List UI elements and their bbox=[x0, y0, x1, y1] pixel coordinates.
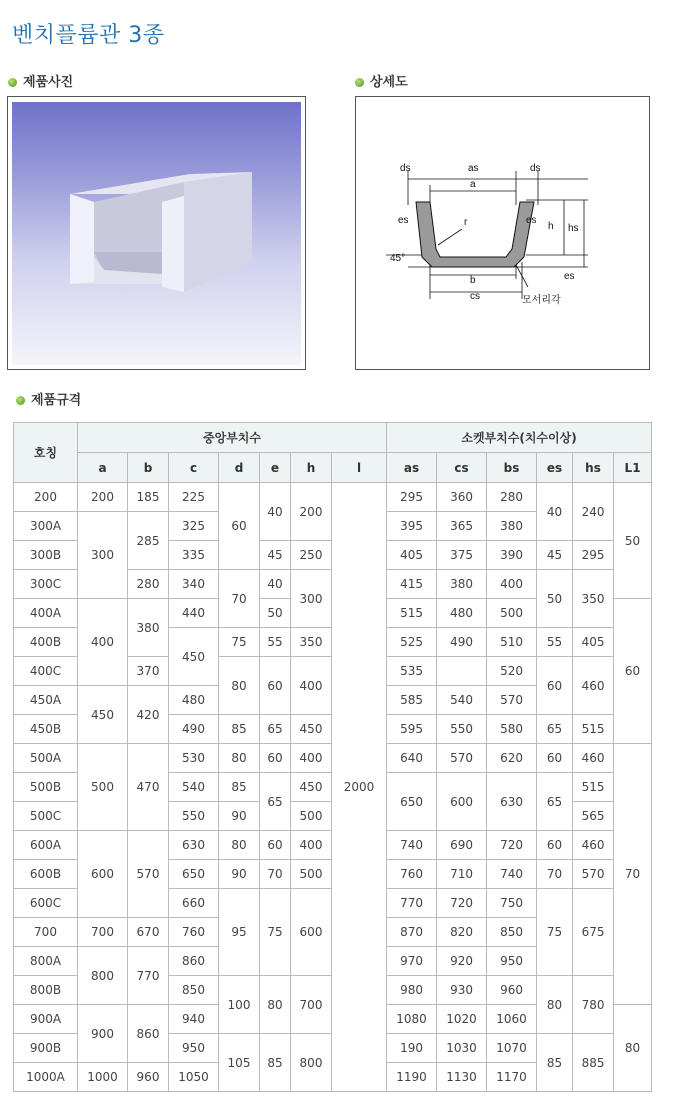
label-es-left: es bbox=[398, 215, 409, 226]
cell: 105 bbox=[219, 1034, 260, 1092]
header-col: hs bbox=[573, 453, 614, 483]
flume-side-wall bbox=[184, 172, 252, 292]
cell: 640 bbox=[387, 744, 437, 773]
cell: 780 bbox=[573, 976, 614, 1034]
cell: 225 bbox=[169, 483, 219, 512]
cell: 550 bbox=[169, 802, 219, 831]
cell: 1070 bbox=[487, 1034, 537, 1063]
cell: 595 bbox=[387, 715, 437, 744]
cell: 720 bbox=[487, 831, 537, 860]
cell: 390 bbox=[487, 541, 537, 570]
cell: 80 bbox=[219, 657, 260, 715]
label-h: h bbox=[548, 221, 554, 232]
cell: 450 bbox=[78, 686, 128, 744]
label-es-right: es bbox=[526, 215, 537, 226]
cell: 460 bbox=[573, 657, 614, 715]
cell: 60 bbox=[260, 657, 291, 715]
cell: 1000A bbox=[14, 1063, 78, 1092]
cell: 600 bbox=[437, 773, 487, 831]
cell: 950 bbox=[487, 947, 537, 976]
cell: 750 bbox=[487, 889, 537, 918]
cell: 300B bbox=[14, 541, 78, 570]
cell: 70 bbox=[537, 860, 573, 889]
cell: 450 bbox=[291, 715, 332, 744]
cell: 850 bbox=[169, 976, 219, 1005]
cell: 530 bbox=[169, 744, 219, 773]
cell: 335 bbox=[169, 541, 219, 570]
cell: 200 bbox=[78, 483, 128, 512]
cell: 90 bbox=[219, 860, 260, 889]
cell: 630 bbox=[169, 831, 219, 860]
cell: 60 bbox=[537, 831, 573, 860]
cell: 480 bbox=[437, 599, 487, 628]
cell: 570 bbox=[573, 860, 614, 889]
label-as: as bbox=[468, 163, 479, 174]
cell: 800B bbox=[14, 976, 78, 1005]
flume-left-end bbox=[70, 194, 94, 284]
cell: 570 bbox=[128, 831, 169, 918]
cell: 490 bbox=[437, 628, 487, 657]
cell: 65 bbox=[537, 773, 573, 831]
cell: 85 bbox=[219, 773, 260, 802]
cell: 970 bbox=[387, 947, 437, 976]
cell: 285 bbox=[128, 512, 169, 570]
header-col: c bbox=[169, 453, 219, 483]
cell: 80 bbox=[260, 976, 291, 1034]
cell: 50 bbox=[537, 570, 573, 628]
cell: 570 bbox=[437, 744, 487, 773]
section-detail-label: 상세도 bbox=[370, 75, 408, 90]
cell: 1130 bbox=[437, 1063, 487, 1092]
cell: 460 bbox=[573, 744, 614, 773]
header-group-center: 중앙부치수 bbox=[78, 423, 387, 453]
cell: 860 bbox=[169, 947, 219, 976]
section-detail-heading bbox=[355, 71, 408, 90]
cell: 240 bbox=[573, 483, 614, 541]
cell: 720 bbox=[437, 889, 487, 918]
label-es-bottom: es bbox=[564, 271, 575, 282]
cell: 60 bbox=[219, 483, 260, 570]
cell: 850 bbox=[487, 918, 537, 947]
label-a: a bbox=[470, 179, 476, 190]
cell: 620 bbox=[487, 744, 537, 773]
flume-right-end bbox=[162, 196, 184, 292]
cell-l: 2000 bbox=[332, 483, 387, 1092]
cell: 75 bbox=[219, 628, 260, 657]
cell: 85 bbox=[537, 1034, 573, 1092]
cell: 80 bbox=[219, 831, 260, 860]
cell: 870 bbox=[387, 918, 437, 947]
cell: 700 bbox=[14, 918, 78, 947]
cell: 65 bbox=[260, 715, 291, 744]
cell: 1190 bbox=[387, 1063, 437, 1092]
cell: 565 bbox=[573, 802, 614, 831]
cell: 540 bbox=[437, 686, 487, 715]
header-col: d bbox=[219, 453, 260, 483]
cell: 400 bbox=[291, 744, 332, 773]
cell: 500 bbox=[487, 599, 537, 628]
cell: 535 bbox=[387, 657, 437, 686]
product-photo-frame bbox=[7, 96, 306, 370]
cell: 540 bbox=[169, 773, 219, 802]
cell: 400B bbox=[14, 628, 78, 657]
cell: 600A bbox=[14, 831, 78, 860]
cell: 40 bbox=[537, 483, 573, 541]
cell: 190 bbox=[387, 1034, 437, 1063]
cell: 80 bbox=[614, 1005, 652, 1092]
cell: 710 bbox=[437, 860, 487, 889]
cell: 375 bbox=[437, 541, 487, 570]
cell: 960 bbox=[128, 1063, 169, 1092]
cell: 450 bbox=[169, 628, 219, 686]
flume-illustration bbox=[12, 102, 301, 365]
cell: 100 bbox=[219, 976, 260, 1034]
cell: 520 bbox=[487, 657, 537, 686]
cell: 760 bbox=[169, 918, 219, 947]
cell: 55 bbox=[260, 628, 291, 657]
cell: 370 bbox=[128, 657, 169, 686]
header-name: 호칭 bbox=[14, 423, 78, 483]
cell: 480 bbox=[169, 686, 219, 715]
cell: 600B bbox=[14, 860, 78, 889]
cell: 60 bbox=[614, 599, 652, 744]
cell: 500C bbox=[14, 802, 78, 831]
cell: 740 bbox=[387, 831, 437, 860]
cell: 550 bbox=[437, 715, 487, 744]
cell: 440 bbox=[169, 599, 219, 628]
cell: 600C bbox=[14, 889, 78, 918]
cell: 70 bbox=[614, 744, 652, 1005]
cell: 300 bbox=[291, 570, 332, 628]
cell: 300A bbox=[14, 512, 78, 541]
cell: 700 bbox=[291, 976, 332, 1034]
cell: 280 bbox=[487, 483, 537, 512]
detail-drawing bbox=[356, 97, 649, 369]
cell: 380 bbox=[437, 570, 487, 599]
cell: 45 bbox=[260, 541, 291, 570]
cell: 340 bbox=[169, 570, 219, 599]
cell: 670 bbox=[128, 918, 169, 947]
cell: 650 bbox=[387, 773, 437, 831]
cell: 1050 bbox=[169, 1063, 219, 1092]
cell: 350 bbox=[573, 570, 614, 628]
cell: 515 bbox=[573, 715, 614, 744]
cell: 515 bbox=[387, 599, 437, 628]
cell: 500A bbox=[14, 744, 78, 773]
cell: 280 bbox=[128, 570, 169, 599]
cell: 40 bbox=[260, 483, 291, 541]
cell: 900A bbox=[14, 1005, 78, 1034]
cell: 60 bbox=[537, 744, 573, 773]
cell: 950 bbox=[169, 1034, 219, 1063]
label-45deg: 45° bbox=[390, 253, 406, 264]
cell: 585 bbox=[387, 686, 437, 715]
cell: 470 bbox=[128, 744, 169, 831]
page-title: 벤치플륨관 3종 bbox=[12, 23, 165, 48]
cell: 675 bbox=[573, 889, 614, 976]
cell: 45 bbox=[537, 541, 573, 570]
cell: 40 bbox=[260, 570, 291, 599]
cell: 300C bbox=[14, 570, 78, 599]
cell: 400 bbox=[291, 657, 332, 715]
cell: 1000 bbox=[78, 1063, 128, 1092]
cell: 525 bbox=[387, 628, 437, 657]
cell: 1170 bbox=[487, 1063, 537, 1092]
cell: 365 bbox=[437, 512, 487, 541]
header-col: a bbox=[78, 453, 128, 483]
cell: 185 bbox=[128, 483, 169, 512]
cell: 70 bbox=[219, 570, 260, 628]
cell: 300 bbox=[78, 512, 128, 599]
cell: 515 bbox=[573, 773, 614, 802]
cell: 1060 bbox=[487, 1005, 537, 1034]
cell: 200 bbox=[291, 483, 332, 541]
cell: 920 bbox=[437, 947, 487, 976]
cell: 500 bbox=[291, 802, 332, 831]
cell: 65 bbox=[260, 773, 291, 831]
header-col: b bbox=[128, 453, 169, 483]
cell: 65 bbox=[537, 715, 573, 744]
label-b: b bbox=[470, 275, 476, 286]
cross-section bbox=[416, 202, 534, 267]
cell: 700 bbox=[78, 918, 128, 947]
cell: 90 bbox=[219, 802, 260, 831]
cell: 450A bbox=[14, 686, 78, 715]
cell: 80 bbox=[219, 744, 260, 773]
cell: 650 bbox=[169, 860, 219, 889]
cell: 50 bbox=[614, 483, 652, 599]
cell: 420 bbox=[128, 686, 169, 744]
cell: 800A bbox=[14, 947, 78, 976]
cell: 405 bbox=[387, 541, 437, 570]
section-photo-heading bbox=[8, 71, 73, 90]
cell: 95 bbox=[219, 889, 260, 976]
cell: 580 bbox=[487, 715, 537, 744]
cell: 450B bbox=[14, 715, 78, 744]
cell: 630 bbox=[487, 773, 537, 831]
label-corner-angle: 모서리각 bbox=[522, 295, 561, 306]
cell: 75 bbox=[260, 889, 291, 976]
header-col: bs bbox=[487, 453, 537, 483]
cell: 450 bbox=[291, 773, 332, 802]
header-col: h bbox=[291, 453, 332, 483]
cell: 295 bbox=[387, 483, 437, 512]
cell: 1080 bbox=[387, 1005, 437, 1034]
cell: 510 bbox=[487, 628, 537, 657]
header-col: e bbox=[260, 453, 291, 483]
cell bbox=[437, 657, 487, 686]
cell: 740 bbox=[487, 860, 537, 889]
cell: 85 bbox=[260, 1034, 291, 1092]
cell: 295 bbox=[573, 541, 614, 570]
cell: 960 bbox=[487, 976, 537, 1005]
header-col: l bbox=[332, 453, 387, 483]
cell: 380 bbox=[487, 512, 537, 541]
cell: 690 bbox=[437, 831, 487, 860]
bullet-icon bbox=[8, 78, 17, 87]
cell: 60 bbox=[260, 744, 291, 773]
cell: 900B bbox=[14, 1034, 78, 1063]
cell: 405 bbox=[573, 628, 614, 657]
cell: 85 bbox=[219, 715, 260, 744]
cell: 80 bbox=[537, 976, 573, 1034]
cell: 800 bbox=[291, 1034, 332, 1092]
cell: 460 bbox=[573, 831, 614, 860]
cell: 770 bbox=[387, 889, 437, 918]
label-hs: hs bbox=[568, 223, 579, 234]
cell: 350 bbox=[291, 628, 332, 657]
cell: 250 bbox=[291, 541, 332, 570]
cell: 395 bbox=[387, 512, 437, 541]
bullet-icon bbox=[16, 396, 25, 405]
cell: 60 bbox=[260, 831, 291, 860]
cell: 860 bbox=[128, 1005, 169, 1063]
cell: 400 bbox=[487, 570, 537, 599]
cell: 400A bbox=[14, 599, 78, 628]
cell: 400C bbox=[14, 657, 78, 686]
cell: 930 bbox=[437, 976, 487, 1005]
cell: 380 bbox=[128, 599, 169, 657]
cell: 800 bbox=[78, 947, 128, 1005]
cell: 325 bbox=[169, 512, 219, 541]
cell: 1020 bbox=[437, 1005, 487, 1034]
cell: 55 bbox=[537, 628, 573, 657]
detail-drawing-frame bbox=[355, 96, 650, 370]
cell: 600 bbox=[78, 831, 128, 918]
cell: 50 bbox=[260, 599, 291, 628]
cell: 820 bbox=[437, 918, 487, 947]
spec-table bbox=[13, 422, 652, 1092]
cell: 500B bbox=[14, 773, 78, 802]
cell: 760 bbox=[387, 860, 437, 889]
header-col: cs bbox=[437, 453, 487, 483]
cell: 400 bbox=[78, 599, 128, 686]
cell: 415 bbox=[387, 570, 437, 599]
section-photo-label: 제품사진 bbox=[23, 75, 74, 90]
cell: 980 bbox=[387, 976, 437, 1005]
cell: 490 bbox=[169, 715, 219, 744]
cell: 70 bbox=[260, 860, 291, 889]
cell: 400 bbox=[291, 831, 332, 860]
table-row bbox=[14, 483, 652, 512]
product-photo bbox=[12, 102, 301, 365]
cell: 500 bbox=[78, 744, 128, 831]
label-r: r bbox=[464, 217, 468, 228]
bullet-icon bbox=[355, 78, 364, 87]
cell: 360 bbox=[437, 483, 487, 512]
section-spec-label: 제품규격 bbox=[31, 393, 82, 408]
header-col: L1 bbox=[614, 453, 652, 483]
section-spec-heading bbox=[16, 389, 81, 408]
cell: 770 bbox=[128, 947, 169, 1005]
cell: 660 bbox=[169, 889, 219, 918]
cell: 940 bbox=[169, 1005, 219, 1034]
cell: 200 bbox=[14, 483, 78, 512]
cell: 60 bbox=[537, 657, 573, 715]
cell: 500 bbox=[291, 860, 332, 889]
header-col: as bbox=[387, 453, 437, 483]
cell: 600 bbox=[291, 889, 332, 976]
cell: 75 bbox=[537, 889, 573, 976]
cell: 885 bbox=[573, 1034, 614, 1092]
label-ds-right: ds bbox=[530, 163, 541, 174]
header-col: es bbox=[537, 453, 573, 483]
cell: 900 bbox=[78, 1005, 128, 1063]
label-ds-left: ds bbox=[400, 163, 411, 174]
cell: 1030 bbox=[437, 1034, 487, 1063]
header-group-socket: 소켓부치수(치수이상) bbox=[387, 423, 652, 453]
label-cs: cs bbox=[470, 291, 480, 302]
cell: 570 bbox=[487, 686, 537, 715]
